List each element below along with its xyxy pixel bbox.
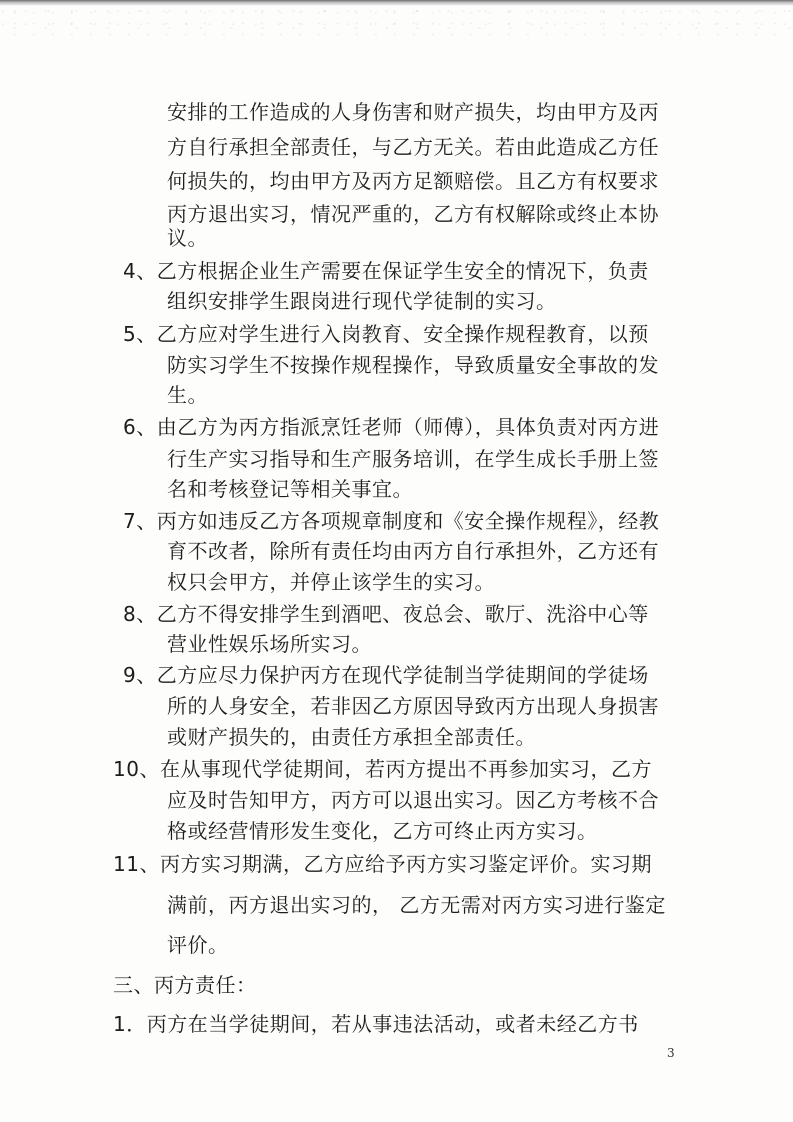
text-line: 名和考核登记等相关事宜。 [167,477,413,501]
text-line: 行生产实习指导和生产服务培训，在学生成长手册上签 [167,447,659,471]
clause-1: 1．丙方在当学徒期间，若从事违法活动，或者未经乙方书 [113,1012,639,1036]
clause-8: 8、乙方不得安排学生到酒吧、夜总会、歌厅、洗浴中心等 [123,602,649,626]
text-line: 格或经营情形发生变化，乙方可终止丙方实习。 [167,819,598,843]
clause-6: 6、由乙方为丙方指派烹饪老师（师傅），具体负责对丙方进 [123,415,660,439]
text-line: 防实习学生不按操作规程操作，导致质量安全事故的发 [167,353,659,377]
clause-9: 9、乙方应尽力保护丙方在现代学徒制当学徒期间的学徒场 [123,663,649,687]
text-line: 满前，丙方退出实习的， 乙方无需对丙方实习进行鉴定 [167,893,666,917]
clause-7: 7、丙方如违反乙方各项规章制度和《安全操作规程》，经教 [123,509,660,533]
text-line: 评价。 [167,933,229,957]
text-line: 丙方退出实习，情况严重的，乙方有权解除或终止本协 [167,202,659,226]
text-line: 生。 [167,383,208,407]
text-line: 议。 [167,226,208,250]
text-line: 或财产损失的，由责任方承担全部责任。 [167,725,536,749]
clause-5: 5、乙方应对学生进行入岗教育、安全操作规程教育，以预 [123,322,649,346]
text-line: 育不改者，除所有责任均由丙方自行承担外，乙方还有 [167,539,659,563]
clause-10: 10、在从事现代学徒期间，若丙方提出不再参加实习，乙方 [113,757,652,781]
text-line: 方自行承担全部责任，与乙方无关。若由此造成乙方任 [167,135,659,159]
clause-11: 11、丙方实习期满，乙方应给予丙方实习鉴定评价。实习期 [113,852,652,876]
text-line: 所的人身安全，若非因乙方原因导致丙方出现人身损害 [167,694,659,718]
text-line: 安排的工作造成的人身伤害和财产损失，均由甲方及丙 [167,100,659,124]
text-line: 营业性娱乐场所实习。 [167,632,372,656]
section-heading: 三、丙方责任： [113,973,257,997]
text-line: 何损失的，均由甲方及丙方足额赔偿。且乙方有权要求 [167,169,659,193]
clause-4: 4、乙方根据企业生产需要在保证学生安全的情况下，负责 [123,259,649,283]
page-number: 3 [667,1046,675,1060]
text-line: 应及时告知甲方，丙方可以退出实习。因乙方考核不合 [167,788,659,812]
text-line: 组织安排学生跟岗进行现代学徒制的实习。 [167,289,557,313]
text-line: 权只会甲方，并停止该学生的实习。 [167,570,495,594]
